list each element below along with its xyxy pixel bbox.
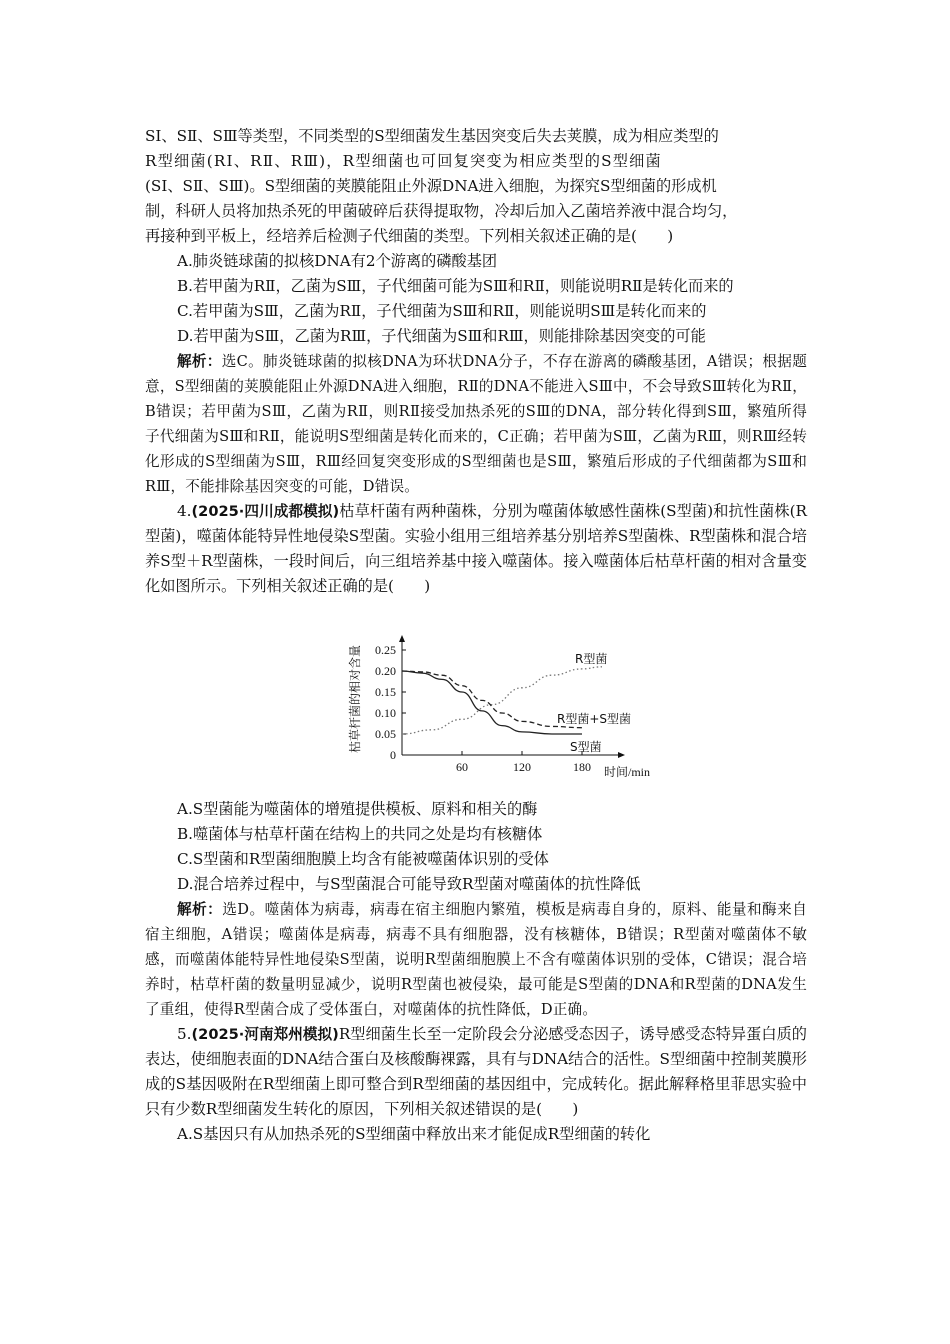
chart-ticks [375, 643, 591, 774]
y-axis-label: 枯草杆菌的相对含量 [348, 644, 362, 754]
q3-intro [145, 124, 807, 249]
analysis-label: 解析： [177, 901, 223, 918]
y-tick-label: 0.25 [375, 643, 396, 657]
x-tick-label: 120 [513, 760, 531, 774]
q3-intro-line: 再接种到平板上，经培养后检测子代细菌的类型。下列相关叙述正确的是( ) [145, 227, 674, 245]
q4-option-b: B.噬菌体与枯草杆菌在结构上的共同之处是均有核糖体 [177, 825, 543, 843]
q3-intro-line: SⅠ、SⅡ、SⅢ等类型，不同类型的S型细菌发生基因突变后失去荚膜，成为相应类型的 [145, 127, 719, 145]
q3-option-c: C.若甲菌为SⅢ，乙菌为RⅡ，子代细菌为SⅢ和RⅡ，则能说明SⅢ是转化而来的 [177, 302, 707, 320]
series-line [402, 671, 582, 734]
q4-source: (2025·四川成都模拟) [191, 503, 340, 520]
q4-stem-text: 枯草杆菌有两种菌株，分别为噬菌体敏感性菌株(S型菌)和抗性菌株(R型菌)，噬菌体能特异性地侵染S型菌。实验小组用三组培养基分别培养S型菌株、R型菌株和混合培养S型＋R型菌株，一段时间后，向三组培养基中接入噬菌体。接入噬菌体后枯草杆菌的相对含量变化如图所示。下列相关叙述正确的是( ) [145, 502, 807, 595]
x-tick-label: 180 [573, 760, 591, 774]
q5-number: 5. [177, 1025, 192, 1043]
chart-series-labels [557, 651, 631, 754]
q4-option-a: A.S型菌能为噬菌体的增殖提供模板、原料和相关的酶 [177, 800, 538, 818]
q5-stem [145, 1022, 807, 1122]
analysis-label: 解析： [177, 353, 222, 370]
q4-chart-svg [345, 603, 665, 783]
q5-source: (2025·河南郑州模拟) [191, 1026, 339, 1043]
document-page [145, 124, 807, 1147]
series-label: S型菌 [570, 740, 602, 754]
series-label: R型菌 [575, 652, 608, 666]
q3-option-d: D.若甲菌为SⅢ，乙菌为RⅢ，子代细菌为SⅢ和RⅢ，则能排除基因突变的可能 [177, 327, 706, 345]
x-axis-label: 时间/min [603, 765, 651, 779]
q3-analysis [145, 349, 807, 499]
q3-option-b: B.若甲菌为RⅡ，乙菌为SⅢ，子代细菌可能为SⅢ和RⅡ，则能说明RⅡ是转化而来的 [177, 277, 734, 295]
y-tick-label: 0.05 [375, 727, 396, 741]
q4-number: 4. [177, 502, 192, 520]
q4-option-d: D.混合培养过程中，与S型菌混合可能导致R型菌对噬菌体的抗性降低 [177, 875, 641, 893]
q4-analysis [145, 897, 807, 1022]
q3-intro-line: (SⅠ、SⅡ、SⅢ)。S型细菌的荚膜能阻止外源DNA进入细胞，为探究S型细菌的形成机 [145, 177, 717, 195]
y-tick-label: 0.20 [375, 664, 396, 678]
x-tick-label: 60 [456, 760, 468, 774]
y-axis-arrow [399, 635, 405, 642]
q4-option-c: C.S型菌和R型菌细胞膜上均含有能被噬菌体识别的受体 [177, 850, 549, 868]
q4-analysis-text: 选D。噬菌体为病毒，病毒在宿主细胞内繁殖，模板是病毒自身的，原料、能量和酶来自宿主细胞，A错误；噬菌体是病毒，病毒不具有细胞器，没有核糖体，B错误；R型菌对噬菌体不敏感，而噬菌体能特异性地侵染S型菌，说明R型菌细胞膜上不含有噬菌体识别的受体，C错误；混合培养时，枯草杆菌的数量明显减少，说明R型菌也被侵染，最可能是S型菌的DNA和R型菌的DNA发生了重组，使得R型菌合成了受体蛋白，对噬菌体的抗性降低，D正确。 [145, 901, 807, 1018]
x-axis-arrow [618, 752, 625, 758]
q3-option-a: A.肺炎链球菌的拟核DNA有2个游离的磷酸基团 [177, 252, 498, 270]
q4-stem [145, 499, 807, 599]
q5-stem-text: R型细菌生长至一定阶段会分泌感受态因子，诱导感受态特异蛋白质的表达，使细胞表面的DNA结合蛋白及核酸酶裸露，具有与DNA结合的活性。S型细菌中控制荚膜形成的S基因吸附在R型细菌上即可整合到R型细菌的基因组中，完成转化。据此解释格里菲思实验中只有少数R型细菌发生转化的原因，下列相关叙述错误的是( ) [145, 1025, 807, 1118]
q5-option-a: A.S基因只有从加热杀死的S型细菌中释放出来才能促成R型细菌的转化 [177, 1125, 651, 1143]
q3-intro-line: 制，科研人员将加热杀死的甲菌破碎后获得提取物，冷却后加入乙菌培养液中混合均匀， [145, 202, 738, 220]
y-tick-label: 0 [390, 748, 396, 762]
y-tick-label: 0.10 [375, 706, 396, 720]
series-label: R型菌+S型菌 [557, 712, 632, 726]
y-tick-label: 0.15 [375, 685, 396, 699]
q4-chart [145, 603, 807, 783]
q3-analysis-text: 选C。肺炎链球菌的拟核DNA为环状DNA分子，不存在游离的磷酸基团，A错误；根据题意，S型细菌的荚膜能阻止外源DNA进入细胞，RⅡ的DNA不能进入SⅢ中，不会导致SⅢ转化为RⅡ，B错误；若甲菌为SⅢ，乙菌为RⅡ，则RⅡ接受加热杀死的SⅢ的DNA，部分转化得到SⅢ，繁殖所得子代细菌为SⅢ和RⅡ，能说明S型细菌是转化而来的，C正确；若甲菌为SⅢ，乙菌为RⅢ，则RⅢ经转化形成的S型细菌为SⅢ，RⅢ经回复突变形成的S型细菌也是SⅢ，繁殖后形成的子代细菌都为SⅢ和RⅢ，不能排除基因突变的可能，D错误。 [145, 353, 807, 495]
q3-intro-line: R型细菌(RⅠ、RⅡ、RⅢ)，R型细菌也可回复突变为相应类型的S型细菌 [145, 152, 662, 170]
